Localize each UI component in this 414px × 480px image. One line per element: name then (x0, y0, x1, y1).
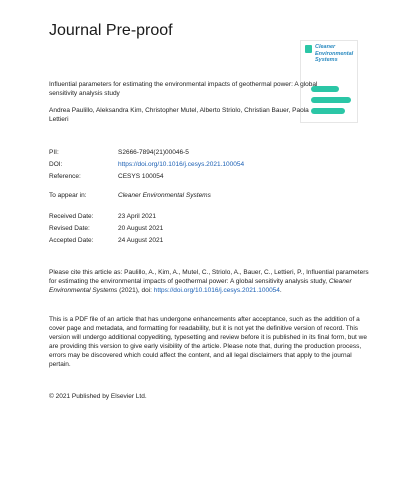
citation-lead: Please cite this article as: Paulillo, A., Kim, A., Mutel, C., Striolo, A., Bauer, C., Lettieri, P., Influential parameters for estimating the environmental impacts of geothermal power: A global sensitivity analysis study, (49, 269, 369, 285)
pii-value: S2666-7894(21)00046-5 (118, 149, 189, 156)
doi-link[interactable]: https://doi.org/10.1016/j.cesys.2021.100054 (118, 161, 245, 168)
appear-label: To appear in: (49, 192, 87, 199)
doi-label: DOI: (49, 161, 63, 168)
disclaimer-paragraph: This is a PDF file of an article that has undergone enhancements after acceptance, such as the addition of a cover page and metadata, and formatting for readability, but it is not yet the definitive version of record. This version will undergo additional copyediting, typesetting and review before it is published in its final form, but we are providing this version to give early visibility of the article. Please note that, during the production process, errors may be discovered which could affect the content, and all legal disclaimers that apply to the journal pertain. (49, 316, 367, 368)
article-title: Influential parameters for estimating the environmental impacts of geothermal power: A global sensitivity analysis study (49, 81, 318, 97)
page-title: Journal Pre-proof (49, 22, 173, 39)
copyright-notice: © 2021 Published by Elsevier Ltd. (49, 393, 147, 400)
received-label: Received Date: (49, 213, 94, 220)
accepted-label: Accepted Date: (49, 237, 94, 244)
revised-label: Revised Date: (49, 225, 90, 232)
reference-label: Reference: (49, 173, 81, 180)
pii-label: PII: (49, 149, 59, 156)
article-authors: Andrea Paulillo, Aleksandra Kim, Christopher Mutel, Alberto Striolo, Christian Bauer, Paola Lettieri (49, 107, 309, 123)
appear-value: Cleaner Environmental Systems (118, 192, 211, 199)
citation-mid: (2021), doi: (119, 287, 152, 294)
citation-journal: Cleaner Environmental Systems (49, 278, 352, 294)
citation-paragraph (49, 268, 369, 295)
elsevier-logo-icon (305, 45, 312, 53)
citation-doi-link[interactable]: https://doi.org/10.1016/j.cesys.2021.100054 (153, 287, 280, 294)
revised-value: 20 August 2021 (118, 225, 164, 232)
reference-value: CESYS 100054 (118, 173, 164, 180)
cover-journal-name: Cleaner Environmental Systems (315, 44, 354, 63)
citation-end: . (279, 287, 282, 294)
received-value: 23 April 2021 (118, 213, 156, 220)
accepted-value: 24 August 2021 (118, 237, 164, 244)
